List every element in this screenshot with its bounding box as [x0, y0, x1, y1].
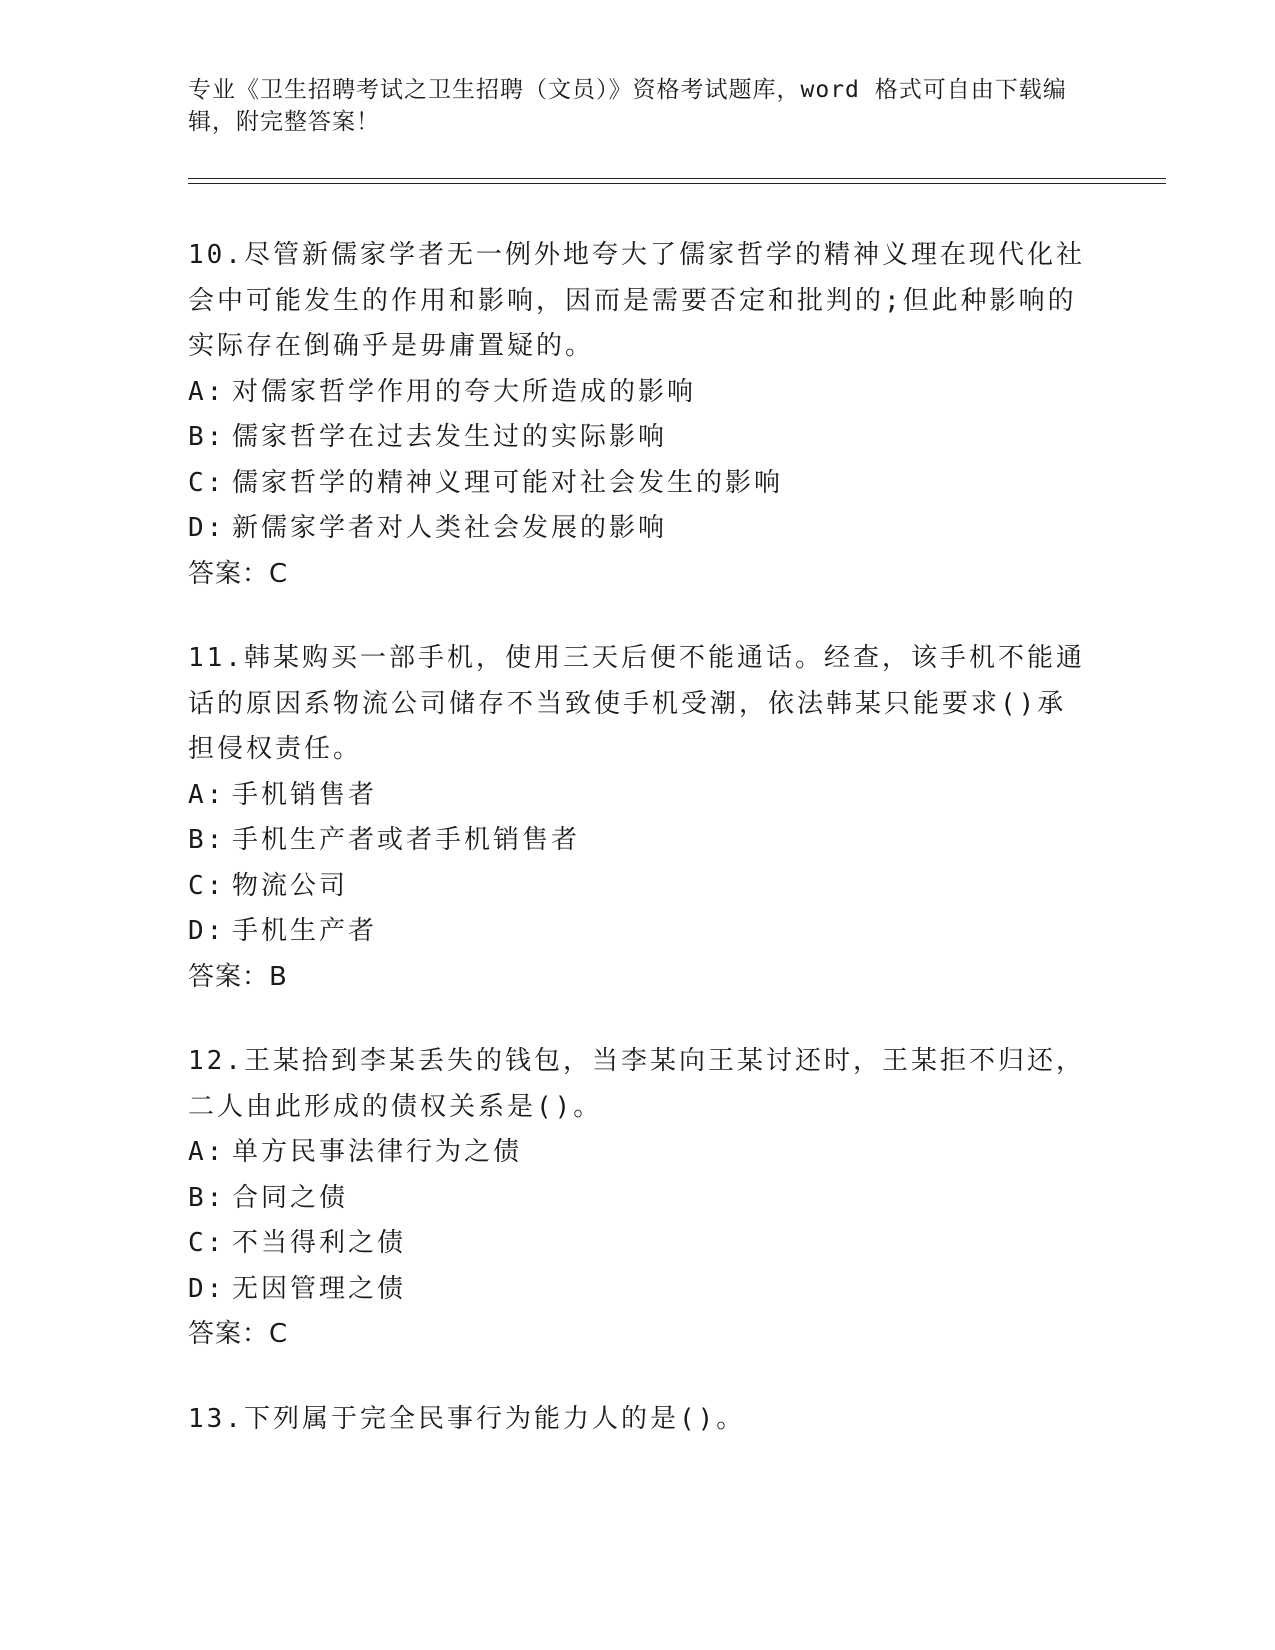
option-text: 手机生产者或者手机销售者	[232, 825, 581, 855]
question-11	[188, 636, 1088, 1000]
option-letter: D:	[188, 1273, 226, 1304]
option-d	[188, 506, 1088, 552]
option-list	[188, 370, 1088, 552]
option-letter: A:	[188, 1137, 226, 1167]
question-stem: 13.下列属于完全民事行为能力人的是()。	[188, 1403, 746, 1434]
option-letter: B:	[188, 422, 226, 452]
question-stem: 12.王某拾到李某丢失的钱包，当李某向王某讨还时，王某拒不归还，二人由此形成的债权关系是()。	[188, 1046, 1085, 1122]
question-12	[188, 1039, 1088, 1358]
option-letter: D:	[188, 513, 226, 543]
option-letter: A:	[188, 779, 226, 810]
option-a	[188, 370, 1088, 416]
option-c	[188, 461, 1088, 507]
option-text: 新儒家学者对人类社会发展的影响	[232, 513, 668, 543]
option-text: 单方民事法律行为之债	[232, 1137, 523, 1167]
option-letter: B:	[188, 825, 226, 855]
option-text: 手机销售者	[232, 779, 378, 810]
header-divider-bottom	[188, 183, 1166, 184]
question-stem: 11.韩某购买一部手机，使用三天后便不能通话。经查，该手机不能通话的原因系物流公司储存不当致使手机受潮，依法韩某只能要求()承担侵权责任。	[188, 643, 1085, 764]
option-b	[188, 415, 1088, 461]
question-list	[188, 233, 1088, 1481]
option-a	[188, 1130, 1088, 1176]
option-text: 物流公司	[232, 870, 349, 901]
option-text: 合同之债	[232, 1182, 349, 1213]
option-text: 无因管理之债	[232, 1273, 407, 1304]
option-c	[188, 864, 1088, 910]
header-divider-top	[188, 178, 1166, 179]
option-c	[188, 1221, 1088, 1267]
option-text: 儒家哲学的精神义理可能对社会发生的影响	[232, 467, 784, 498]
option-letter: C:	[188, 467, 226, 498]
option-text: 不当得利之债	[232, 1228, 407, 1258]
option-list	[188, 773, 1088, 955]
option-letter: D:	[188, 916, 226, 946]
option-a	[188, 773, 1088, 819]
option-b	[188, 1176, 1088, 1222]
option-d	[188, 909, 1088, 955]
document-header: 专业《卫生招聘考试之卫生招聘（文员）》资格考试题库，word 格式可自由下载编辑，附完整答案！	[188, 77, 1067, 135]
option-text: 儒家哲学在过去发生过的实际影响	[232, 422, 668, 452]
question-10	[188, 233, 1088, 597]
option-d	[188, 1267, 1088, 1313]
option-b	[188, 818, 1088, 864]
option-text: 对儒家哲学作用的夸大所造成的影响	[232, 376, 697, 407]
answer-line: 答案：B	[188, 961, 288, 992]
question-stem: 10.尽管新儒家学者无一例外地夸大了儒家哲学的精神义理在现代化社会中可能发生的作用和影响，因而是需要否定和批判的;但此种影响的实际存在倒确乎是毋庸置疑的。	[188, 240, 1085, 361]
option-text: 手机生产者	[232, 916, 378, 946]
answer-line: 答案：C	[188, 1319, 289, 1349]
option-letter: A:	[188, 376, 226, 407]
option-letter: C:	[188, 870, 226, 901]
answer-line: 答案：C	[188, 558, 289, 589]
option-letter: C:	[188, 1228, 226, 1258]
option-list	[188, 1130, 1088, 1312]
question-13	[188, 1397, 1088, 1443]
option-letter: B:	[188, 1182, 226, 1213]
